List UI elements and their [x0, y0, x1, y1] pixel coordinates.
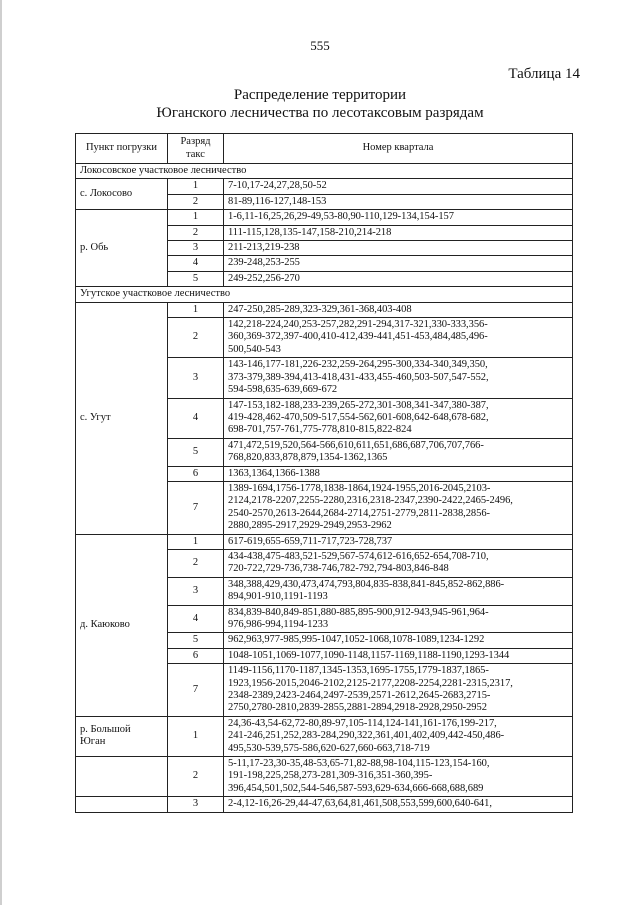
- quarters-line: 768,820,833,878,879,1354-1362,1365: [228, 452, 388, 464]
- quarters-cell: [224, 534, 573, 549]
- rank-cell: 5: [168, 271, 224, 286]
- rank-cell: 1: [168, 534, 224, 549]
- header-point: Пункт погрузки: [76, 134, 168, 164]
- quarters-line: 617-619,655-659,711-717,723-728,737: [228, 535, 393, 547]
- forest-tax-rank-table: [75, 133, 573, 813]
- rank-cell: 2: [168, 225, 224, 240]
- quarters-line: 191-198,225,258,273-281,309-316,351-360,395-: [228, 770, 433, 782]
- quarters-cell: [224, 797, 573, 812]
- table-row: [76, 210, 573, 225]
- quarters-line: 81-89,116-127,148-153: [228, 195, 327, 207]
- rank-cell: 2: [168, 549, 224, 577]
- table-row: [76, 179, 573, 194]
- rank-cell: 4: [168, 398, 224, 438]
- quarters-cell: [224, 648, 573, 663]
- rank-cell: 3: [168, 577, 224, 605]
- rank-cell: 2: [168, 757, 224, 797]
- rank-cell: 4: [168, 605, 224, 633]
- quarters-line: 1048-1051,1069-1077,1090-1148,1157-1169,1188-1190,1293-1344: [228, 649, 510, 661]
- rank-cell: 6: [168, 466, 224, 481]
- quarters-cell: [224, 481, 573, 534]
- quarters-line: 2124,2178-2207,2255-2280,2316,2318-2347,2390-2422,2465-2496,: [228, 495, 513, 507]
- quarters-cell: [224, 271, 573, 286]
- table-row: [76, 757, 573, 797]
- header-row: [76, 134, 573, 164]
- quarters-cell: [224, 179, 573, 194]
- section-row: [76, 287, 573, 302]
- rank-cell: 1: [168, 179, 224, 194]
- quarters-cell: [224, 194, 573, 209]
- rank-cell: 3: [168, 358, 224, 398]
- loading-point: с. Угут: [76, 302, 168, 534]
- quarters-line: 2348-2389,2423-2464,2497-2539,2571-2612,2645-2683,2715-: [228, 690, 491, 702]
- table-title-line-2: Юганского лесничества по лесотаксовым разрядам: [156, 105, 484, 121]
- table-row: [76, 716, 573, 756]
- loading-point: с. Локосово: [76, 179, 168, 210]
- table-title: [0, 86, 640, 122]
- rank-cell: 3: [168, 797, 224, 812]
- quarters-cell: [224, 302, 573, 317]
- rank-cell: 2: [168, 194, 224, 209]
- table-row: [76, 302, 573, 317]
- quarters-line: 434-438,475-483,521-529,567-574,612-616,652-654,708-710,: [228, 550, 489, 562]
- quarters-cell: [224, 605, 573, 633]
- table-label: Таблица 14: [508, 66, 580, 82]
- quarters-line: 1923,1956-2015,2046-2102,2125-2177,2208-2254,2281-2315,2317,: [228, 677, 513, 689]
- quarters-cell: [224, 241, 573, 256]
- quarters-cell: [224, 633, 573, 648]
- quarters-line: 24,36-43,54-62,72-80,89-97,105-114,124-141,161-176,199-217,: [228, 717, 497, 729]
- loading-point: д. Каюково: [76, 534, 168, 716]
- rank-cell: 1: [168, 716, 224, 756]
- rank-cell: 1: [168, 210, 224, 225]
- rank-cell: 5: [168, 438, 224, 466]
- quarters-cell: [224, 438, 573, 466]
- loading-point-line-2: Юган: [80, 736, 106, 748]
- quarters-cell: [224, 358, 573, 398]
- header-rank-line-2: такс: [186, 148, 205, 160]
- quarters-line: 2750,2780-2810,2839-2855,2881-2894,2918-2928,2950-2952: [228, 702, 487, 714]
- rank-cell: 4: [168, 256, 224, 271]
- rank-cell: 7: [168, 664, 224, 717]
- section-title: Угутское участковое лесничество: [76, 287, 573, 302]
- page-number: 555: [310, 38, 330, 53]
- quarters-line: 1363,1364,1366-1388: [228, 467, 320, 479]
- quarters-line: 2540-2570,2613-2644,2684-2714,2751-2779,2811-2838,2856-: [228, 507, 490, 519]
- table-row: [76, 534, 573, 549]
- quarters-line: 419-428,462-470,509-517,554-562,601-608,642-648,678-682,: [228, 411, 489, 423]
- quarters-line: 143-146,177-181,226-232,259-264,295-300,334-340,349,350,: [228, 359, 488, 371]
- quarters-line: 834,839-840,849-851,880-885,895-900,912-943,945-961,964-: [228, 606, 489, 618]
- header-rank: [168, 134, 224, 164]
- quarters-line: 495,530-539,575-586,620-627,660-663,718-719: [228, 742, 430, 754]
- scan-edge: [0, 0, 2, 905]
- rank-cell: 3: [168, 241, 224, 256]
- header-quarters: Номер квартала: [224, 134, 573, 164]
- table-title-line-1: Распределение территории: [233, 87, 407, 103]
- quarters-line: 396,454,501,502,544-546,587-593,629-634,666-668,688,689: [228, 782, 484, 794]
- quarters-cell: [224, 225, 573, 240]
- section-row: [76, 164, 573, 179]
- loading-point-empty: [76, 757, 168, 797]
- quarters-line: 111-115,128,135-147,158-210,214-218: [228, 226, 392, 238]
- quarters-line: 348,388,429,430,473,474,793,804,835-838,841-845,852-862,886-: [228, 578, 505, 590]
- loading-point-empty: [76, 797, 168, 812]
- rank-cell: 7: [168, 481, 224, 534]
- header-rank-line-1: Разряд: [180, 136, 211, 148]
- quarters-cell: [224, 318, 573, 358]
- loading-point: [76, 716, 168, 756]
- quarters-line: 249-252,256-270: [228, 272, 300, 284]
- quarters-line: 147-153,182-188,233-239,265-272,301-308,341-347,380-387,: [228, 399, 489, 411]
- quarters-line: 894,901-910,1191-1193: [228, 591, 328, 603]
- quarters-cell: [224, 398, 573, 438]
- quarters-cell: [224, 210, 573, 225]
- loading-point: р. Обь: [76, 210, 168, 287]
- rank-cell: 6: [168, 648, 224, 663]
- quarters-line: 471,472,519,520,564-566,610,611,651,686,687,706,707,766-: [228, 439, 484, 451]
- quarters-line: 720-722,729-736,738-746,782-792,794-803,846-848: [228, 563, 449, 575]
- quarters-line: 500,540-543: [228, 343, 281, 355]
- quarters-line: 7-10,17-24,27,28,50-52: [228, 180, 327, 192]
- table-row: [76, 797, 573, 812]
- section-title: Локосовское участковое лесничество: [76, 164, 573, 179]
- quarters-line: 142,218-224,240,253-257,282,291-294,317-321,330-333,356-: [228, 319, 488, 331]
- rank-cell: 2: [168, 318, 224, 358]
- quarters-line: 360,369-372,397-400,410-412,439-441,451-453,484,485,496-: [228, 331, 488, 343]
- quarters-cell: [224, 466, 573, 481]
- quarters-line: 2880,2895-2917,2929-2949,2953-2962: [228, 520, 392, 532]
- quarters-line: 1149-1156,1170-1187,1345-1353,1695-1755,1779-1837,1865-: [228, 665, 489, 677]
- quarters-line: 976,986-994,1194-1233: [228, 619, 329, 630]
- quarters-cell: [224, 256, 573, 271]
- quarters-line: 698-701,757-761,775-778,810-815,822-824: [228, 424, 412, 436]
- quarters-cell: [224, 757, 573, 797]
- quarters-line: 5-11,17-23,30-35,48-53,65-71,82-88,98-104,115-123,154-160,: [228, 758, 490, 770]
- loading-point-line-1: р. Большой: [80, 724, 131, 736]
- quarters-line: 2-4,12-16,26-29,44-47,63,64,81,461,508,553,599,600,640-641,: [228, 798, 492, 810]
- quarters-line: 594-598,635-639,669-672: [228, 384, 338, 396]
- quarters-line: 1-6,11-16,25,26,29-49,53-80,90-110,129-134,154-157: [228, 211, 454, 223]
- quarters-line: 211-213,219-238: [228, 242, 300, 254]
- quarters-cell: [224, 577, 573, 605]
- rank-cell: 5: [168, 633, 224, 648]
- quarters-line: 239-248,253-255: [228, 257, 300, 269]
- quarters-line: 241-246,251,252,283-284,290,322,361,401,402,409,442-450,486-: [228, 730, 505, 742]
- quarters-cell: [224, 664, 573, 717]
- quarters-line: 1389-1694,1756-1778,1838-1864,1924-1955,2016-2045,2103-: [228, 482, 491, 494]
- quarters-cell: [224, 716, 573, 756]
- quarters-line: 962,963,977-985,995-1047,1052-1068,1078-1089,1234-1292: [228, 634, 485, 646]
- quarters-line: 247-250,285-289,323-329,361-368,403-408: [228, 303, 412, 315]
- quarters-line: 373-379,389-394,413-418,431-433,455-460,503-507,547-552,: [228, 371, 489, 383]
- quarters-cell: [224, 549, 573, 577]
- rank-cell: 1: [168, 302, 224, 317]
